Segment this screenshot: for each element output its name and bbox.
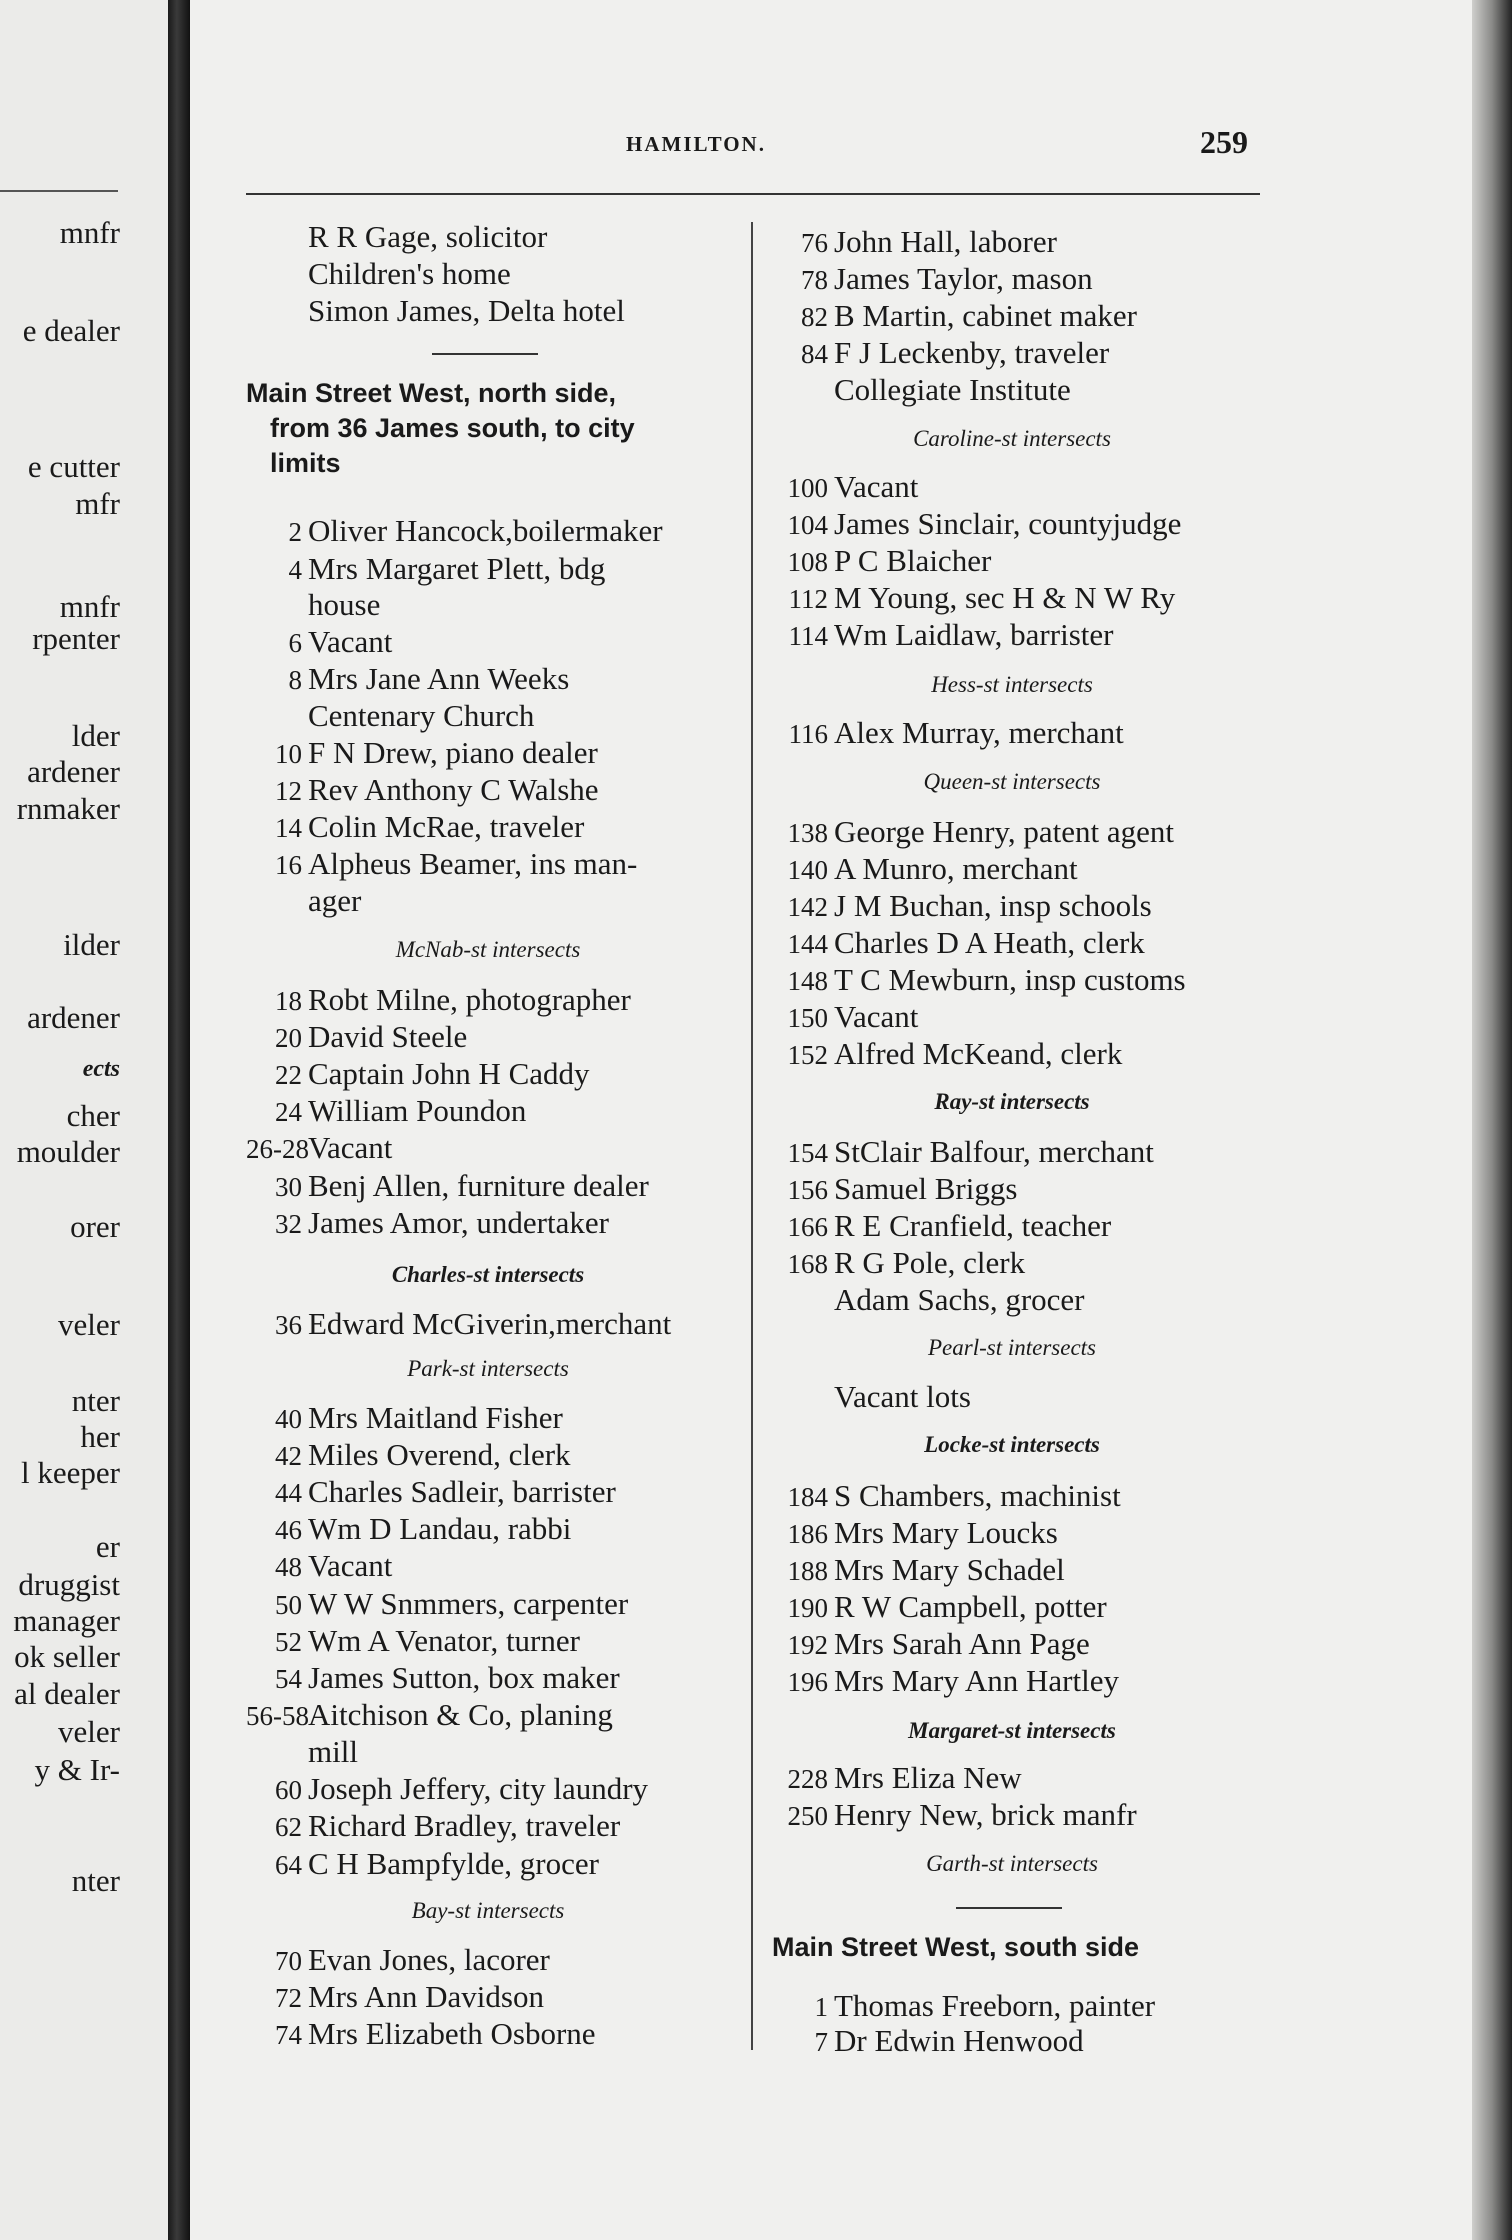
resident-text: Alfred McKeand, clerk — [834, 1036, 1123, 1071]
resident-text: house — [308, 587, 381, 622]
directory-entry — [772, 371, 1314, 408]
resident-text: Aitchison & Co, planing — [308, 1697, 613, 1732]
directory-entry — [246, 1696, 730, 1735]
resident-text: F N Drew, piano dealer — [308, 735, 598, 770]
street-number: 112 — [788, 584, 828, 614]
resident-text: James Amor, undertaker — [308, 1205, 609, 1240]
facing-page-fragment-text: veler — [58, 1307, 120, 1342]
intersection-label: Hess-st intersects — [931, 672, 1093, 697]
directory-entry — [246, 882, 792, 919]
street-number: 8 — [288, 665, 302, 695]
resident-text: S Chambers, machinist — [834, 1478, 1121, 1513]
street-number: 84 — [801, 339, 828, 369]
street-number: 166 — [787, 1212, 828, 1242]
resident-text: Edward McGiverin,merchant — [308, 1306, 672, 1341]
directory-entry — [772, 616, 1252, 655]
directory-entry — [246, 550, 730, 589]
directory-entry — [772, 579, 1252, 618]
column-divider — [751, 222, 753, 2050]
street-number: 140 — [787, 855, 828, 885]
facing-page-fragment-text: orer — [70, 1209, 120, 1244]
resident-text: James Sutton, box maker — [308, 1660, 620, 1695]
directory-entry — [772, 1477, 1252, 1516]
directory-entry — [772, 998, 1252, 1037]
street-number: 190 — [787, 1593, 828, 1623]
section-separator-rule — [956, 1907, 1062, 1909]
directory-entry — [772, 1244, 1252, 1283]
resident-text: Dr Edwin Henwood — [834, 2023, 1084, 2058]
street-number: 7 — [814, 2027, 828, 2057]
resident-text: Benj Allen, furniture dealer — [308, 1168, 649, 1203]
resident-text: Vacant — [308, 1548, 393, 1583]
street-number: 32 — [275, 1209, 302, 1239]
street-number: 44 — [275, 1478, 302, 1508]
street-number: 12 — [275, 776, 302, 806]
directory-entry — [246, 1845, 730, 1884]
directory-entry — [246, 218, 792, 255]
street-number: 4 — [288, 555, 302, 585]
resident-text: Colin McRae, traveler — [308, 809, 585, 844]
street-number: 60 — [275, 1775, 302, 1805]
directory-entry — [246, 1941, 730, 1980]
resident-text: Adam Sachs, grocer — [834, 1282, 1085, 1317]
street-number: 188 — [787, 1556, 828, 1586]
street-number: 150 — [787, 1003, 828, 1033]
header-rule — [246, 193, 1260, 195]
directory-entry — [772, 1551, 1252, 1590]
street-number: 40 — [275, 1404, 302, 1434]
resident-text: P C Blaicher — [834, 543, 992, 578]
resident-text: Mrs Ann Davidson — [308, 1979, 544, 2014]
directory-entry — [772, 297, 1252, 336]
facing-page-rule — [0, 190, 118, 192]
street-number: 48 — [275, 1552, 302, 1582]
street-number: 1 — [814, 1992, 828, 2022]
street-number: 46 — [275, 1515, 302, 1545]
directory-entry — [772, 223, 1252, 262]
directory-entry — [246, 255, 792, 292]
directory-entry — [246, 586, 792, 623]
directory-entry — [772, 1662, 1252, 1701]
facing-page-fragment-text: al dealer — [14, 1676, 120, 1711]
directory-entry — [246, 1547, 730, 1586]
street-number: 196 — [787, 1667, 828, 1697]
directory-entry — [772, 1759, 1252, 1798]
facing-page-fragment-text: ilder — [63, 927, 120, 962]
resident-text: ager — [308, 883, 362, 918]
facing-page-fragment-text: y & Ir- — [34, 1752, 120, 1787]
section-heading-line: Main Street West, south side — [772, 1932, 1140, 1962]
directory-entry — [246, 1167, 730, 1206]
street-number: 42 — [275, 1441, 302, 1471]
street-number: 36 — [275, 1310, 302, 1340]
directory-entry — [246, 1510, 730, 1549]
directory-entry — [246, 2015, 730, 2054]
resident-text: Oliver Hancock,boilermaker — [308, 513, 663, 548]
directory-entry — [246, 512, 730, 551]
directory-entry — [772, 887, 1252, 926]
resident-text: George Henry, patent agent — [834, 814, 1175, 849]
intersection-label: Pearl-st intersects — [928, 1335, 1096, 1360]
directory-entry — [772, 1207, 1252, 1246]
directory-entry — [772, 260, 1252, 299]
book-gutter — [168, 0, 190, 2240]
street-number: 184 — [787, 1482, 828, 1512]
intersection-label: Locke-st intersects — [924, 1432, 1100, 1457]
resident-text: F J Leckenby, traveler — [834, 335, 1110, 370]
resident-text: Charles D A Heath, clerk — [834, 925, 1145, 960]
facing-page-fragment-text: ok seller — [14, 1639, 120, 1674]
directory-entry — [246, 1092, 730, 1131]
resident-text: Wm A Venator, turner — [308, 1623, 580, 1658]
street-number: 24 — [275, 1097, 302, 1127]
running-head: HAMILTON. — [626, 132, 766, 156]
street-number: 168 — [787, 1249, 828, 1279]
directory-entry — [246, 1129, 730, 1168]
directory-entry — [246, 1770, 730, 1809]
street-number: 152 — [787, 1040, 828, 1070]
resident-text: Evan Jones, lacorer — [308, 1942, 550, 1977]
facing-page-fragment-text: manager — [13, 1603, 120, 1638]
directory-entry — [246, 623, 730, 662]
resident-text: Thomas Freeborn, painter — [834, 1988, 1156, 2023]
directory-entry — [246, 660, 730, 699]
facing-page-fragment-text: moulder — [16, 1134, 120, 1169]
street-number: 14 — [275, 813, 302, 843]
directory-entry — [772, 1170, 1252, 1209]
street-number: 250 — [787, 1801, 828, 1831]
directory-entry — [772, 850, 1252, 889]
directory-entry — [772, 714, 1252, 753]
street-number: 228 — [787, 1764, 828, 1794]
facing-page-fragment-text: e cutter — [27, 449, 120, 484]
facing-page-fragment-text: l keeper — [21, 1455, 120, 1490]
facing-page-fragment-text: nter — [71, 1863, 120, 1898]
intersection-label: Ray-st intersects — [934, 1089, 1090, 1114]
directory-entry — [772, 2022, 1252, 2061]
street-number: 64 — [275, 1850, 302, 1880]
street-number: 142 — [787, 892, 828, 922]
facing-page-fragment-text: mnfr — [59, 589, 120, 624]
directory-entry — [772, 1035, 1252, 1074]
directory-entry — [246, 1622, 730, 1661]
directory-entry — [246, 1305, 730, 1344]
directory-entry — [246, 1018, 730, 1057]
street-number: 186 — [787, 1519, 828, 1549]
street-number: 26-28 — [246, 1134, 309, 1164]
street-number: 138 — [787, 818, 828, 848]
street-number: 52 — [275, 1627, 302, 1657]
directory-entry — [246, 1399, 730, 1438]
resident-text: R R Gage, solicitor — [308, 219, 548, 254]
directory-entry — [246, 1473, 730, 1512]
street-number: 16 — [275, 850, 302, 880]
directory-entry — [772, 1281, 1314, 1318]
resident-text: Joseph Jeffery, city laundry — [308, 1771, 649, 1806]
directory-entry — [772, 468, 1252, 507]
resident-text: Mrs Eliza New — [834, 1760, 1022, 1795]
resident-text: Vacant lots — [834, 1379, 971, 1414]
directory-page — [190, 0, 1472, 2240]
facing-page-fragment-text: mfr — [75, 486, 120, 521]
resident-text: R G Pole, clerk — [834, 1245, 1026, 1280]
directory-entry — [772, 813, 1252, 852]
intersection-label: Margaret-st intersects — [908, 1718, 1116, 1743]
street-number: 78 — [801, 265, 828, 295]
directory-entry — [772, 1588, 1252, 1627]
resident-text: Alpheus Beamer, ins man- — [308, 846, 638, 881]
resident-text: Centenary Church — [308, 698, 535, 733]
resident-text: Mrs Mary Schadel — [834, 1552, 1065, 1587]
facing-page-fragment-text: veler — [58, 1714, 120, 1749]
directory-entry — [246, 1659, 730, 1698]
resident-text: Children's home — [308, 256, 511, 291]
resident-text: Wm D Landau, rabbi — [308, 1511, 572, 1546]
resident-text: Collegiate Institute — [834, 372, 1071, 407]
facing-page-fragment-text: mnfr — [59, 215, 120, 250]
facing-page-fragment-text: e dealer — [22, 313, 120, 348]
facing-page-fragment-text: rnmaker — [16, 791, 120, 826]
street-number: 6 — [288, 628, 302, 658]
resident-text: R W Campbell, potter — [834, 1589, 1107, 1624]
directory-entry — [772, 1133, 1252, 1172]
street-number: 108 — [787, 547, 828, 577]
section-heading-line: from 36 James south, to city — [270, 413, 635, 443]
directory-entry — [246, 845, 730, 884]
resident-text: W W Snmmers, carpenter — [308, 1586, 629, 1621]
resident-text: StClair Balfour, merchant — [834, 1134, 1154, 1169]
directory-entry — [246, 1436, 730, 1475]
street-number: 154 — [787, 1138, 828, 1168]
street-number: 74 — [275, 2020, 302, 2050]
directory-entry — [246, 734, 730, 773]
street-number: 116 — [788, 719, 828, 749]
street-number: 50 — [275, 1590, 302, 1620]
street-number: 144 — [787, 929, 828, 959]
street-number: 70 — [275, 1946, 302, 1976]
facing-page-fragment-text: druggist — [18, 1567, 120, 1602]
directory-entry — [246, 1733, 792, 1770]
resident-text: M Young, sec H & N W Ry — [834, 580, 1176, 615]
resident-text: Charles Sadleir, barrister — [308, 1474, 616, 1509]
street-number: 72 — [275, 1983, 302, 2013]
directory-entry — [246, 697, 792, 734]
street-number: 22 — [275, 1060, 302, 1090]
street-number: 10 — [275, 739, 302, 769]
resident-text: Miles Overend, clerk — [308, 1437, 571, 1472]
street-number: 100 — [787, 473, 828, 503]
resident-text: Robt Milne, photographer — [308, 982, 631, 1017]
resident-text: Vacant — [308, 1130, 393, 1165]
street-number: 30 — [275, 1172, 302, 1202]
directory-entry — [772, 505, 1252, 544]
directory-entry — [772, 1625, 1252, 1664]
directory-entry — [246, 1204, 730, 1243]
facing-page-fragment-text: rpenter — [32, 621, 120, 656]
resident-text: Captain John H Caddy — [308, 1056, 590, 1091]
directory-entry — [246, 1978, 730, 2017]
directory-entry — [772, 1378, 1314, 1415]
resident-text: Rev Anthony C Walshe — [308, 772, 599, 807]
section-separator-rule — [432, 353, 538, 355]
resident-text: Vacant — [834, 469, 919, 504]
street-number: 76 — [801, 228, 828, 258]
street-number: 62 — [275, 1812, 302, 1842]
resident-text: mill — [308, 1734, 358, 1769]
resident-text: T C Mewburn, insp customs — [834, 962, 1186, 997]
intersection-label: Queen-st intersects — [923, 769, 1101, 794]
directory-entry — [246, 1055, 730, 1094]
intersection-label: McNab-st intersects — [395, 937, 581, 962]
street-number: 18 — [275, 986, 302, 1016]
resident-text: David Steele — [308, 1019, 468, 1054]
facing-page-fragment — [0, 0, 168, 2240]
resident-text: Simon James, Delta hotel — [308, 293, 625, 328]
facing-page-fragment-text: ardener — [27, 1000, 120, 1035]
resident-text: Mrs Mary Loucks — [834, 1515, 1058, 1550]
resident-text: John Hall, laborer — [834, 224, 1057, 259]
street-number: 156 — [787, 1175, 828, 1205]
intersection-label: Charles-st intersects — [391, 1262, 585, 1287]
facing-page-fragment-text: er — [95, 1529, 120, 1564]
directory-entry — [772, 542, 1252, 581]
street-number: 192 — [787, 1630, 828, 1660]
resident-text: Wm Laidlaw, barrister — [834, 617, 1114, 652]
directory-entry — [772, 334, 1252, 373]
resident-text: William Poundon — [308, 1093, 527, 1128]
street-number: 20 — [275, 1023, 302, 1053]
resident-text: Vacant — [308, 624, 393, 659]
directory-entry — [772, 1514, 1252, 1553]
street-number: 56-58 — [246, 1701, 309, 1731]
intersection-label: Park-st intersects — [407, 1356, 569, 1381]
resident-text: Vacant — [834, 999, 919, 1034]
section-heading-line: Main Street West, north side, — [246, 378, 617, 408]
street-number: 114 — [788, 621, 828, 651]
directory-entry — [246, 1807, 730, 1846]
street-number: 82 — [801, 302, 828, 332]
intersection-label: Garth-st intersects — [926, 1851, 1098, 1876]
resident-text: Mrs Maitland Fisher — [308, 1400, 563, 1435]
resident-text: Richard Bradley, traveler — [308, 1808, 621, 1843]
directory-entry — [772, 1796, 1252, 1835]
resident-text: Mrs Margaret Plett, bdg — [308, 551, 606, 586]
intersection-label: Bay-st intersects — [411, 1898, 565, 1923]
directory-entry — [772, 961, 1252, 1000]
resident-text: J M Buchan, insp schools — [834, 888, 1152, 923]
page-edge — [1472, 0, 1512, 2240]
facing-page-fragment-text: lder — [71, 718, 120, 753]
section-heading — [772, 1930, 1252, 1965]
facing-page-fragment-text: nter — [71, 1383, 120, 1418]
resident-text: Mrs Sarah Ann Page — [834, 1626, 1090, 1661]
directory-entry — [246, 981, 730, 1020]
resident-text: Mrs Mary Ann Hartley — [834, 1663, 1119, 1698]
section-heading — [246, 376, 730, 481]
resident-text: Samuel Briggs — [834, 1171, 1018, 1206]
facing-page-fragment-text: ardener — [27, 754, 120, 789]
resident-text: Alex Murray, merchant — [834, 715, 1124, 750]
street-number: 148 — [787, 966, 828, 996]
resident-text: Mrs Elizabeth Osborne — [308, 2016, 596, 2051]
directory-entry — [246, 808, 730, 847]
intersection-label: Caroline-st intersects — [913, 426, 1111, 451]
facing-page-fragment-text: cher — [66, 1098, 120, 1133]
section-heading-line: limits — [270, 448, 341, 478]
directory-entry — [246, 1585, 730, 1624]
resident-text: Mrs Jane Ann Weeks — [308, 661, 570, 696]
page-number: 259 — [1200, 124, 1248, 160]
directory-entry — [772, 924, 1252, 963]
resident-text: James Sinclair, countyjudge — [834, 506, 1182, 541]
street-number: 54 — [275, 1664, 302, 1694]
directory-entry — [246, 292, 792, 329]
resident-text: C H Bampfylde, grocer — [308, 1846, 599, 1881]
facing-page-fragment-text: her — [80, 1419, 120, 1454]
street-number: 104 — [787, 510, 828, 540]
directory-entry — [246, 771, 730, 810]
resident-text: R E Cranfield, teacher — [834, 1208, 1112, 1243]
facing-page-fragment-text: ects — [82, 1056, 120, 1082]
street-number: 2 — [288, 517, 302, 547]
resident-text: James Taylor, mason — [834, 261, 1093, 296]
resident-text: B Martin, cabinet maker — [834, 298, 1138, 333]
resident-text: A Munro, merchant — [834, 851, 1078, 886]
resident-text: Henry New, brick manfr — [834, 1797, 1137, 1832]
directory-entry — [772, 1987, 1252, 2026]
